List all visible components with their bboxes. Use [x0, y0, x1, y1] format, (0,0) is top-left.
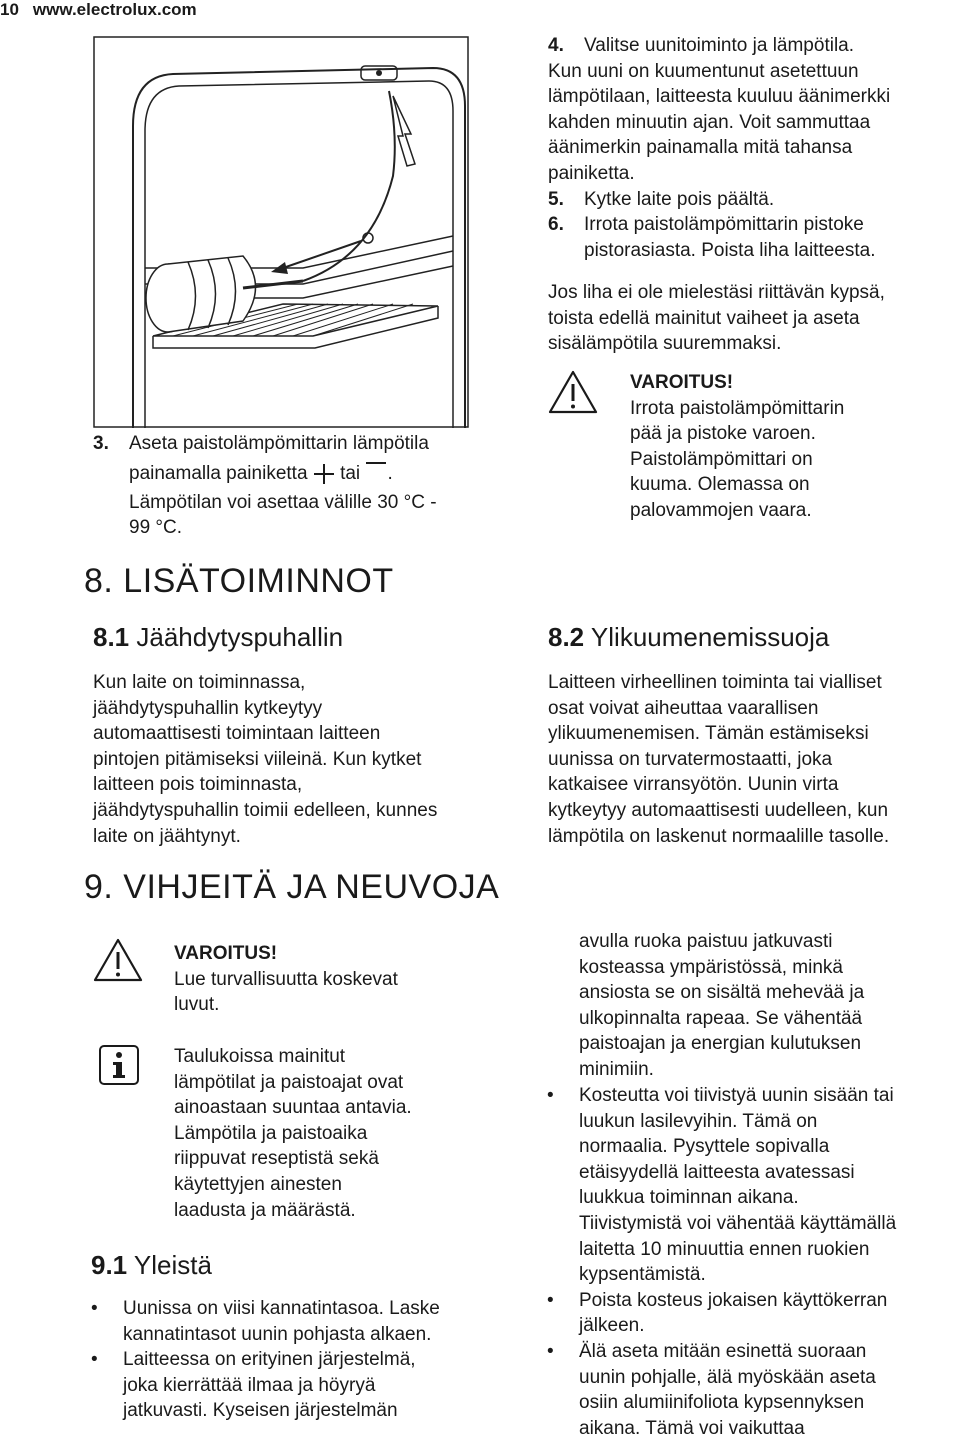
body-line: automaattisesti toimintaan laitteen: [93, 723, 381, 745]
step-line: Kytke laite pois päältä.: [584, 188, 775, 210]
step-text: 99 °C.: [129, 517, 183, 539]
warning-block-right: [630, 370, 950, 524]
warning-line: luvut.: [174, 994, 220, 1016]
list-line: joka kierrättää ilmaa ja höyryä: [123, 1374, 376, 1396]
step-line: kahden minuutin ajan. Voit sammuttaa: [548, 111, 871, 133]
note-line: toista edellä mainitut vaiheet ja aseta: [548, 307, 860, 329]
section-8-1-heading: [93, 622, 343, 653]
site-url: www.electrolux.com: [32, 0, 197, 19]
info-line: lämpötilat ja paistoajat ovat: [174, 1071, 404, 1093]
section-title: Ylikuumenemissuoja: [590, 622, 830, 652]
step-number: 3.: [93, 433, 109, 454]
list-item: [547, 1288, 960, 1339]
body-line: kosteassa ympäristössä, minkä: [579, 956, 843, 978]
list-line: • Kosteutta voi tiivistyä uunin sisään tai: [579, 1085, 894, 1106]
section-8-1-body: [93, 670, 533, 849]
list-item: [91, 1347, 521, 1424]
body-line: lämpötila on laskenut normaalille tasolle.: [548, 825, 890, 847]
warning-line: Lue turvallisuutta koskevat: [174, 968, 398, 990]
step-line: Irrota paistolämpömittarin pistoke: [584, 214, 864, 236]
bullet-list: [91, 1296, 521, 1424]
step-text: Aseta paistolämpömittarin lämpötila: [129, 433, 429, 454]
info-line: Lämpötila ja paistoaika: [174, 1122, 368, 1144]
bullet-list-right: [547, 1083, 960, 1441]
section-number: 9.1: [91, 1250, 128, 1280]
section-9-1-heading: [91, 1250, 212, 1281]
oven-meat-probe-illustration: [93, 36, 469, 428]
body-line: Kun laite on toiminnassa,: [93, 672, 306, 693]
page-header: [0, 0, 197, 20]
list-line: • Poista kosteus jokaisen käyttökerran: [579, 1289, 888, 1311]
list-line: • Älä aseta mitään esinettä suoraan: [579, 1340, 867, 1362]
info-block: [174, 1044, 494, 1223]
warning-line: Paistolämpömittari on: [630, 448, 813, 470]
step-line: äänimerkin painamalla mitä tahansa: [548, 137, 853, 159]
body-line: minimiin.: [579, 1058, 654, 1080]
step-line: painiketta.: [548, 162, 635, 184]
list-line: etäisyydellä laitteesta avatessasi: [579, 1161, 855, 1183]
body-line: pintojen pitämiseksi viileinä. Kun kytket: [93, 748, 422, 770]
step-number: 6.: [548, 214, 564, 236]
section-number: 8.2: [548, 622, 585, 652]
list-line: laitetta 10 minuuttia ennen ruokien: [579, 1238, 870, 1260]
step-text: tai: [340, 462, 361, 484]
body-line: katkaisee virransyötön. Uunin virta: [548, 774, 839, 796]
body-line: kytkeytyy automaattisesti uudelleen, kun: [548, 799, 889, 821]
warning-title: VAROITUS!: [174, 943, 278, 964]
body-line: jäähdytyspuhallin kytkeytyy: [93, 697, 323, 719]
section-title: Jäähdytyspuhallin: [136, 622, 344, 652]
page-number: 10: [0, 0, 19, 19]
warning-line: palovammojen vaara.: [630, 499, 812, 521]
warning-icon: [93, 938, 143, 982]
body-line: avulla ruoka paistuu jatkuvasti: [579, 931, 833, 952]
note-line: sisälämpötila suuremmaksi.: [548, 333, 782, 355]
continued-text: [579, 929, 960, 1083]
list-line: luukun lasilevyihin. Tämä on: [579, 1110, 818, 1132]
list-line: kypsentämistä.: [579, 1264, 706, 1286]
list-item: [547, 1339, 960, 1441]
list-line: • Uunissa on viisi kannatintasoa. Laske: [123, 1298, 440, 1319]
info-line: riippuvat reseptistä sekä: [174, 1148, 379, 1170]
step-3: [93, 431, 523, 541]
step-text: Lämpötilan voi asettaa välille 30 °C -: [129, 491, 437, 513]
step-line: lämpötilaan, laitteesta kuuluu äänimerkki: [548, 86, 891, 108]
section-8-title: 8. LISÄTOIMINNOT: [84, 562, 394, 600]
plus-icon: [313, 463, 335, 485]
info-line: käytettyjen ainesten: [174, 1173, 342, 1195]
list-line: jälkeen.: [579, 1315, 645, 1337]
list-line: aikana. Tämä voi vaikuttaa: [579, 1417, 805, 1439]
info-line: laadusta ja määrästä.: [174, 1199, 356, 1221]
body-line: laitteen pois toiminnasta,: [93, 774, 303, 796]
body-line: paistoajan ja energian kulutuksen: [579, 1033, 862, 1055]
list-line: uunin pohjalle, älä myöskään aseta: [579, 1366, 876, 1388]
step-5: [548, 187, 960, 213]
list-item: [91, 1296, 521, 1347]
section-8-2-body: [548, 670, 960, 849]
list-line: osiin alumiinifoliota kypsennyksen: [579, 1392, 865, 1414]
body-line: uunissa on turvatermostaatti, joka: [548, 748, 833, 770]
list-item: [547, 1083, 960, 1288]
step-line: Kun uuni on kuumentunut asetettuun: [548, 60, 859, 82]
step-line: pistorasiasta. Poista liha laitteesta.: [584, 239, 876, 261]
list-line: normaalia. Pysyttele sopivalla: [579, 1136, 830, 1158]
section-title: Yleistä: [133, 1250, 212, 1280]
note-line: Jos liha ei ole mielestäsi riittävän kypsä,: [548, 282, 885, 303]
warning-line: pää ja pistoke varoen.: [630, 423, 816, 445]
note-block: [548, 280, 960, 357]
body-line: Laitteen virheellinen toiminta tai vialliset: [548, 672, 882, 693]
warning-line: Irrota paistolämpömittarin: [630, 397, 845, 419]
list-line: Tiivistymistä voi vähentää käyttämällä: [579, 1212, 897, 1234]
body-line: ansiosta se on sisältä mehevää ja: [579, 982, 865, 1004]
warning-title: VAROITUS!: [630, 372, 734, 393]
step-line: Valitse uunitoiminto ja lämpötila.: [584, 35, 855, 56]
section-number: 8.1: [93, 622, 130, 652]
step-number: 5.: [548, 188, 564, 210]
list-line: luukkua toiminnan aikana.: [579, 1187, 799, 1209]
body-line: osat voivat aiheuttaa vaarallisen: [548, 697, 819, 719]
step-4: [548, 33, 960, 59]
warning-line: kuuma. Olemassa on: [630, 474, 810, 496]
info-line: Taulukoissa mainitut: [174, 1046, 346, 1067]
body-line: jäähdytyspuhallin toimii edelleen, kunnes: [93, 799, 438, 821]
step-number: 4.: [548, 35, 564, 56]
body-line: laite on jäähtynyt.: [93, 825, 241, 847]
info-icon: [98, 1044, 140, 1086]
body-line: ulkopinnalta rapeaa. Se vähentää: [579, 1007, 863, 1029]
minus-icon: [365, 457, 387, 479]
step-text: .: [387, 462, 393, 484]
body-line: ylikuumenemisen. Tämän estämiseksi: [548, 723, 869, 745]
list-line: • Laitteessa on erityinen järjestelmä,: [123, 1349, 416, 1371]
info-line: ainoastaan suuntaa antavia.: [174, 1097, 412, 1119]
steps-list: [548, 33, 960, 263]
list-line: kannatintasot uunin pohjasta alkaen.: [123, 1323, 432, 1345]
warning-block: [174, 941, 494, 1018]
section-9-title: 9. VIHJEITÄ JA NEUVOJA: [84, 868, 500, 906]
section-8-2-heading: [548, 622, 829, 653]
step-6: [548, 212, 960, 263]
warning-icon: [548, 370, 598, 414]
list-line: jatkuvasti. Kyseisen järjestelmän: [123, 1400, 398, 1422]
step-text: painamalla painiketta: [129, 462, 308, 484]
